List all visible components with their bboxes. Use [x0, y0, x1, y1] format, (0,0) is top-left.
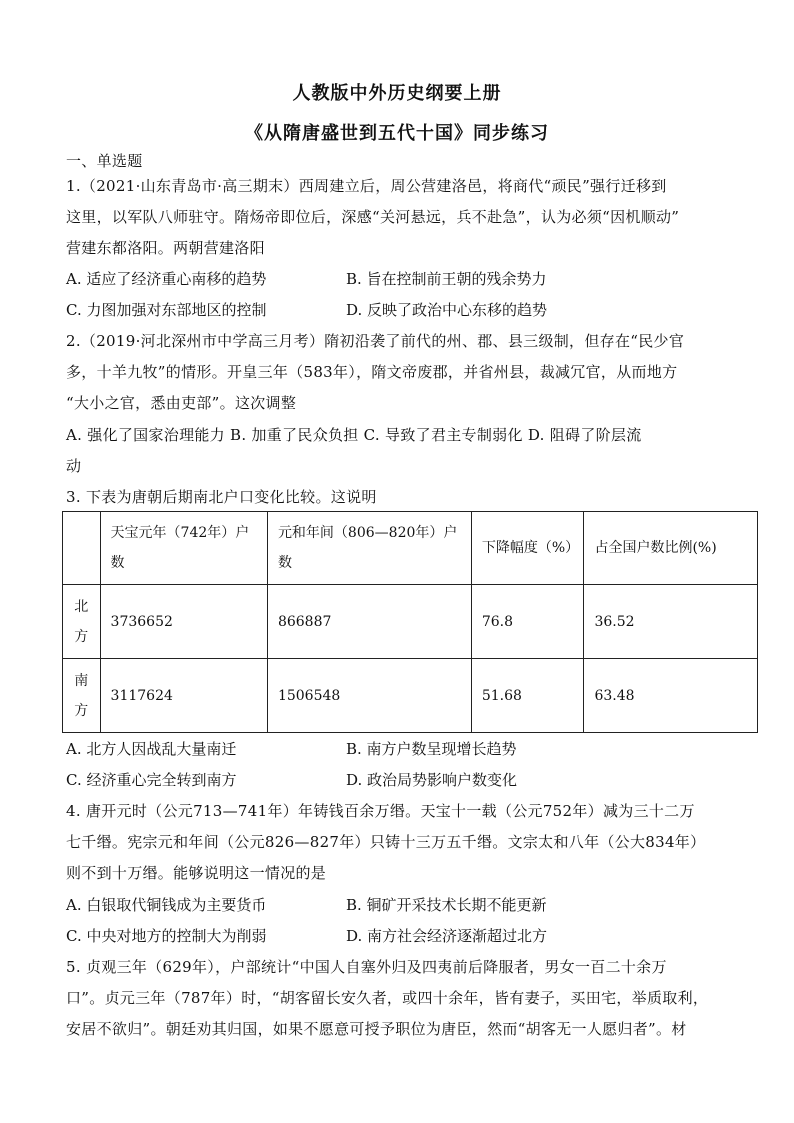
- table-cell: 63.48: [584, 659, 758, 733]
- q1-option-b[interactable]: B. 旨在控制前王朝的残余势力: [346, 270, 547, 288]
- q5-stem-line-2: 口”。贞元三年（787年）时，“胡客留长安久者，或四十余年，皆有妻子，买田宅，举质取利，: [66, 989, 709, 1007]
- q5-stem-line-3: 安居不欲归”。朝廷劝其归国，如果不愿意可授予职位为唐臣，然而“胡客无一人愿归者”。材: [66, 1020, 687, 1038]
- q3-option-c[interactable]: C. 经济重心完全转到南方: [66, 771, 237, 789]
- q3-stem: 3. 下表为唐朝后期南北户口变化比较。这说明: [66, 488, 377, 506]
- q1-stem-line-1: 1.（2021·山东青岛市·高三期末）西周建立后，周公营建洛邑，将商代“顽民”强行迁移到: [66, 177, 667, 195]
- table-header-cell: 元和年间（806—820年）户数: [267, 512, 471, 585]
- table-cell: 1506548: [267, 659, 471, 733]
- q4-option-c[interactable]: C. 中央对地方的控制大为削弱: [66, 927, 267, 945]
- table-row: [63, 659, 758, 733]
- table-cell: 3736652: [100, 585, 267, 659]
- table-header-cell: 下降幅度（%）: [471, 512, 584, 585]
- table-cell: 51.68: [471, 659, 584, 733]
- q4-option-a[interactable]: A. 白银取代铜钱成为主要货币: [66, 896, 267, 914]
- table-row: [63, 585, 758, 659]
- table-cell: 3117624: [100, 659, 267, 733]
- household-table: [62, 511, 758, 733]
- q3-option-a[interactable]: A. 北方人因战乱大量南迁: [66, 740, 237, 758]
- q1-option-a[interactable]: A. 适应了经济重心南移的趋势: [66, 270, 267, 288]
- table-cell: 866887: [267, 585, 471, 659]
- q2-options-wrap: 动: [66, 457, 82, 475]
- q3-option-d[interactable]: D. 政治局势影响户数变化: [346, 771, 518, 789]
- q2-stem-line-2: 多，十羊九牧”的情形。开皇三年（583年），隋文帝废郡，并省州县，裁减冗官，从而地方: [66, 363, 678, 381]
- table-cell: 南方: [63, 659, 101, 733]
- q1-stem-line-2: 这里，以军队八师驻守。隋炀帝即位后，深感“关河悬远，兵不赴急”，认为必须“因机顺动”: [66, 208, 680, 226]
- q2-stem-line-1: 2.（2019·河北深州市中学高三月考）隋初沿袭了前代的州、郡、县三级制，但存在“民少官: [66, 332, 685, 350]
- table-cell: 76.8: [471, 585, 584, 659]
- table-cell: 36.52: [584, 585, 758, 659]
- q4-stem-line-1: 4. 唐开元时（公元713—741年）年铸钱百余万缗。天宝十一载（公元752年）减为三十二万: [66, 802, 695, 820]
- q2-stem-line-3: “大小之官，悉由吏部”。这次调整: [66, 394, 297, 412]
- q3-option-b[interactable]: B. 南方户数呈现增长趋势: [346, 740, 517, 758]
- q4-stem-line-2: 七千缗。宪宗元和年间（公元826—827年）只铸十三万五千缗。文宗太和八年（公大834年）: [66, 833, 706, 851]
- table-header-cell: [63, 512, 101, 585]
- q1-option-c[interactable]: C. 力图加强对东部地区的控制: [66, 301, 267, 319]
- table-cell: 北方: [63, 585, 101, 659]
- table-header-cell: 天宝元年（742年）户数: [100, 512, 267, 585]
- section-heading: 一、单选题: [66, 152, 143, 170]
- q4-option-d[interactable]: D. 南方社会经济逐渐超过北方: [346, 927, 548, 945]
- table-header-cell: 占全国户数比例(%): [584, 512, 758, 585]
- document-subtitle: 《从隋唐盛世到五代十国》同步练习: [245, 123, 549, 144]
- table-header-row: [63, 512, 758, 585]
- q4-option-b[interactable]: B. 铜矿开采技术长期不能更新: [346, 896, 547, 914]
- q1-stem-line-3: 营建东都洛阳。两朝营建洛阳: [66, 239, 265, 257]
- q5-stem-line-1: 5. 贞观三年（629年），户部统计“中国人自塞外归及四夷前后降服者，男女一百二十余万: [66, 958, 667, 976]
- q4-stem-line-3: 则不到十万缗。能够说明这一情况的是: [66, 864, 327, 882]
- q2-options[interactable]: A. 强化了国家治理能力 B. 加重了民众负担 C. 导致了君主专制弱化 D. 阻碍了阶层流: [66, 426, 642, 444]
- q1-option-d[interactable]: D. 反映了政治中心东移的趋势: [346, 301, 548, 319]
- document-title: 人教版中外历史纲要上册: [292, 83, 502, 104]
